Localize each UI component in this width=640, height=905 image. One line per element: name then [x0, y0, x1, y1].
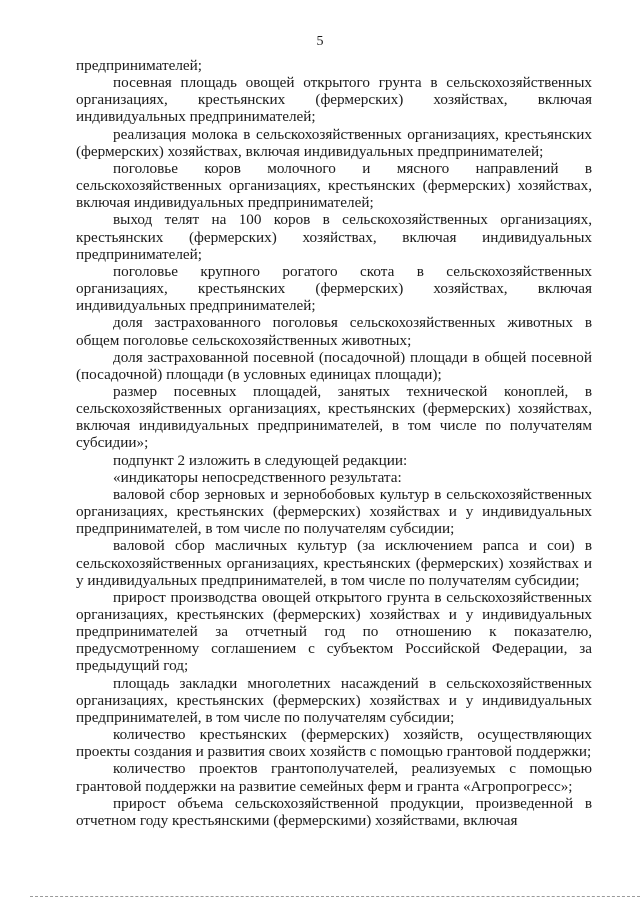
paragraph-calf-yield: выход телят на 100 коров в сельскохозяйственных организациях, крестьянских (фермерских) хозяйствах, включая индивидуальных предпринимателей;	[76, 211, 592, 263]
paragraph-milk-sales: реализация молока в сельскохозяйственных организациях, крестьянских (фермерских) хозяйствах, включая индивидуальных предпринимателей;	[76, 125, 592, 160]
document-body	[76, 57, 592, 829]
paragraph-grain-harvest: валовой сбор зерновых и зернобобовых культур в сельскохозяйственных организациях, крестьянских (фермерских) хозяйствах и у индивидуальных предпринимателей, в том числе по получателям субсидии;	[76, 485, 592, 538]
paragraph-insured-livestock-share: доля застрахованного поголовья сельскохозяйственных животных в общем поголовье сельскохозяйственных животных;	[76, 314, 592, 349]
paragraph-cow-livestock: поголовье коров молочного и мясного направлений в сельскохозяйственных организациях, крестьянских (фермерских) хозяйствах, включая индивидуальных предпринимателей;	[76, 159, 592, 212]
paragraph-continuation: предпринимателей;	[76, 57, 202, 74]
paragraph-direct-result-heading: «индикаторы непосредственного результата:	[113, 468, 402, 486]
scan-bottom-edge	[30, 896, 640, 897]
paragraph-cattle-livestock: поголовье крупного рогатого скота в сельскохозяйственных организациях, крестьянских (фермерских) хозяйствах, включая индивидуальных предпринимателей;	[76, 262, 592, 315]
paragraph-vegetable-area: посевная площадь овощей открытого грунта в сельскохозяйственных организациях, крестьянских (фермерских) хозяйствах, включая индивидуальных предпринимателей;	[76, 74, 592, 126]
paragraph-subclause-2: подпункт 2 изложить в следующей редакции:	[113, 451, 408, 469]
paragraph-perennial-plantings: площадь закладки многолетних насаждений в сельскохозяйственных организациях, крестьянских (фермерских) хозяйствах и у индивидуальных предпринимателей, в том числе по получателям субсидии;	[76, 674, 592, 726]
paragraph-insured-area-share: доля застрахованной посевной (посадочной) площади в общей посевной (посадочной) площади (в условных единицах площади);	[76, 348, 592, 383]
paragraph-oilseed-harvest: валовой сбор масличных культур (за исключением рапса и сои) в сельскохозяйственных организациях, крестьянских (фермерских) хозяйствах и у индивидуальных предпринимателей, в том числе по получателям субсидии;	[76, 537, 592, 589]
paragraph-grant-projects: количество проектов грантополучателей, реализуемых с помощью грантовой поддержки на развитие семейных ферм и гранта «Агропрогресс»;	[76, 760, 592, 795]
paragraph-farm-count: количество крестьянских (фермерских) хозяйств, осуществляющих проекты создания и развития своих хозяйств с помощью грантовой поддержки;	[76, 726, 592, 761]
page-number: 5	[316, 34, 324, 49]
paragraph-hemp-area: размер посевных площадей, занятых технической коноплей, в сельскохозяйственных организациях, крестьянских (фермерских) хозяйствах, включая индивидуальных предпринимателей, в том числе по получателям субсидии»;	[76, 382, 592, 452]
paragraph-vegetable-growth: прирост производства овощей открытого грунта в сельскохозяйственных организациях, крестьянских (фермерских) хозяйствах и у индивидуальных предпринимателей за отчетный год по отношению к показателю, предусмотренному соглашением с субъектом Российской Федерации, за предыдущий год;	[76, 588, 592, 675]
paragraph-production-growth: прирост объема сельскохозяйственной продукции, произведенной в отчетном году крестьянскими (фермерскими) хозяйствами, включая	[76, 794, 592, 829]
